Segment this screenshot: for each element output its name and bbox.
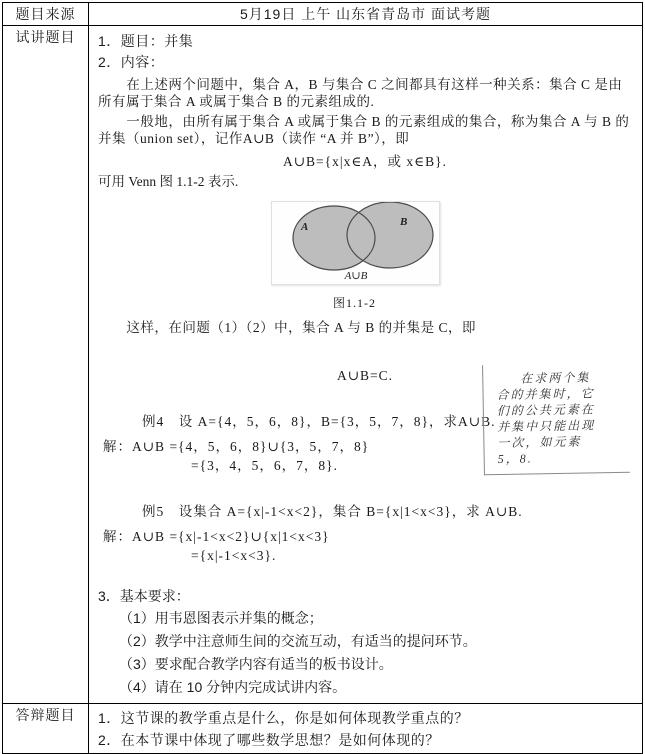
example-4-solution-line-2: ={3，4，5，6，7，8}. <box>191 458 338 473</box>
requirement-item-4: （4）请在 10 分钟内完成试讲内容。 <box>119 679 347 695</box>
excerpt-paragraph-2: 一般地，由所有属于集合 A 或属于集合 B 的元素组成的集合，称为集合 A 与 B 的并集（union set），记作A∪B（读作 “A 并 B”），即 <box>98 114 630 146</box>
venn-diagram-svg <box>272 202 439 284</box>
venn-figure <box>271 201 438 312</box>
figure-caption: 图1.1-2 <box>333 296 376 310</box>
requirement-item-2: （2）教学中注意师生间的交流互动，有适当的提问环节。 <box>119 633 477 649</box>
defense-row <box>3 704 643 754</box>
defense-question-1: 1．这节课的教学重点是什么，你是如何体现教学重点的？ <box>98 710 469 726</box>
margin-note-line: 并集中只能出现 <box>497 418 596 435</box>
margin-note-line: 合的并集时，它 <box>496 386 595 403</box>
requirements-heading: 3．基本要求： <box>98 588 190 604</box>
row-label-lecture: 试讲题目 <box>3 26 89 704</box>
textbook-excerpt <box>98 76 632 565</box>
union-definition-formula: A∪B={x|x∈A，或 x∈B}. <box>282 154 448 169</box>
excerpt-paragraph-3: 这样，在问题（1）（2）中，集合 A 与 B 的并集是 C，即 <box>126 320 476 335</box>
exam-table <box>2 2 643 754</box>
union-equals-c-formula: A∪B=C. <box>336 368 394 383</box>
lecture-content-cell <box>89 26 643 704</box>
lecture-topic-line: 1．题目：并集 <box>98 33 194 49</box>
venn-union-label: A∪B <box>344 270 368 282</box>
margin-note <box>482 363 630 476</box>
defense-question-2: 2．在本节课中体现了哪些数学思想？是如何体现的？ <box>98 732 440 748</box>
lecture-content-heading: 2．内容： <box>98 54 165 70</box>
row-label-defense: 答辩题目 <box>3 704 89 754</box>
margin-note-line: 在求两个集 <box>520 370 591 386</box>
margin-note-line: 一次，如元素 <box>497 434 582 451</box>
example-5-statement: 例5 设集合 A={x|-1<x<2}，集合 B={x|1<x<3}，求 A∪B. <box>142 504 523 519</box>
venn-reference-line: 可用 Venn 图 1.1-2 表示. <box>98 174 239 189</box>
margin-note-line: 5，8. <box>497 451 533 467</box>
source-value: 5月19日 上午 山东省青岛市 面试考题 <box>89 3 643 26</box>
lecture-row <box>3 26 643 704</box>
row-label-source: 题目来源 <box>3 3 89 26</box>
example-5-solution-line-2: ={x|-1<x<3}. <box>191 548 277 563</box>
requirement-item-3: （3）要求配合教学内容有适当的板书设计。 <box>119 656 393 672</box>
margin-note-line: 们的公共元素在 <box>496 402 595 419</box>
venn-label-a: A <box>301 221 309 233</box>
source-row <box>3 3 643 26</box>
example-5-solution-line-1: 解：A∪B ={x|-1<x<2}∪{x|1<x<3} <box>103 529 330 544</box>
example-5 <box>98 502 632 565</box>
defense-content-cell <box>89 704 643 754</box>
example-4-statement: 例4 设 A={4，5，6，8}，B={3，5，7，8}，求A∪B. <box>142 414 496 429</box>
excerpt-paragraph-1: 在上述两个问题中，集合 A，B 与集合 C 之间都具有这样一种关系：集合 C 是由所有属于集合 A 或属于集合 B 的元素组成的. <box>98 77 623 109</box>
example-4-solution-line-1: 解：A∪B ={4，5，6，8}∪{3，5，7，8} <box>103 439 370 454</box>
basic-requirements <box>98 585 632 699</box>
requirement-item-1: （1）用韦恩图表示并集的概念； <box>119 610 323 626</box>
venn-diagram <box>271 201 440 285</box>
exam-question-sheet <box>2 2 643 748</box>
venn-label-b: B <box>400 216 408 228</box>
